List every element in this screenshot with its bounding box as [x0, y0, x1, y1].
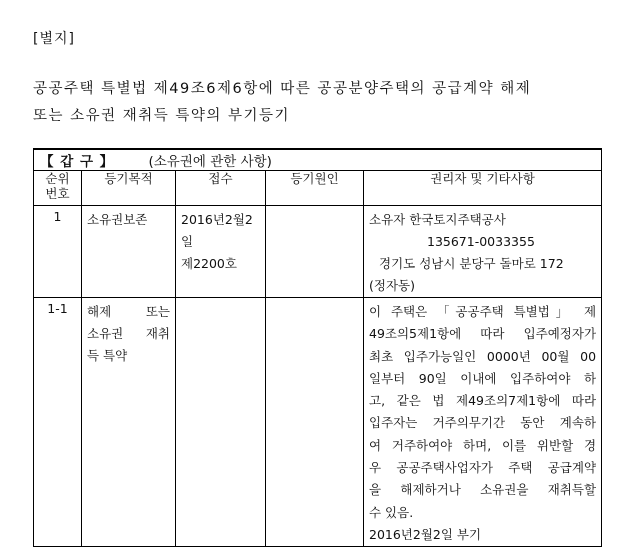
row-cause — [266, 298, 364, 547]
row-purpose: 소유권보존 — [82, 206, 176, 298]
clause-line: 이 주택은 「공공주택 특별법」 제 — [369, 304, 597, 319]
row-cause — [266, 206, 364, 298]
heading-line-2: 또는 소유권 재취득 특약의 부기등기 — [33, 108, 291, 124]
clause-line: 입주자는 거주의무기간 동안 계속하 — [369, 415, 597, 431]
document-heading — [33, 76, 613, 130]
receipt-date: 2016년2월2일 — [181, 212, 253, 249]
header-rank-line-1: 순위 — [45, 171, 70, 186]
clause-line: 수 있음. — [369, 504, 414, 520]
clause-line: 최초 입주가능일인 0000년 00월 00 — [369, 348, 597, 364]
table-row — [34, 206, 602, 298]
row-receipt — [176, 206, 266, 298]
header-receipt: 접수 — [176, 171, 266, 206]
section-title: 【 갑 구 】 — [40, 154, 115, 170]
purpose-line-1: 해제 또는 — [87, 304, 170, 319]
clause-line: 을 해제하거나 소유권을 재취득할 — [369, 482, 597, 498]
row-holder — [364, 206, 602, 298]
clause-line: 우 공공주택사업자가 주택 공급계약 — [369, 460, 597, 476]
header-rank — [34, 171, 82, 206]
clause-line: 일부터 90일 이내에 입주하여야 하 — [369, 370, 597, 386]
receipt-number: 제2200호 — [181, 256, 237, 271]
header-cause: 등기원인 — [266, 171, 364, 206]
holder-address: 경기도 성남시 분당구 돌마로 172 — [379, 256, 564, 271]
clause-line: 49조의5제1항에 따라 입주예정자가 — [369, 326, 597, 342]
holder-owner: 소유자 한국토지주택공사 — [369, 212, 506, 227]
row-holder — [364, 298, 602, 547]
heading-line-1: 공공주택 특별법 제49조6제6항에 따른 공공분양주택의 공급계약 해제 — [33, 81, 532, 97]
section-row — [34, 149, 602, 171]
header-rank-line-2: 번호 — [45, 186, 70, 201]
header-purpose: 등기목적 — [82, 171, 176, 206]
annex-label: [별지] — [33, 31, 75, 47]
purpose-line-3: 득 특약 — [87, 348, 128, 363]
section-header — [34, 149, 602, 171]
row-receipt — [176, 298, 266, 547]
annotation-date: 2016년2월2일 부기 — [369, 526, 482, 542]
row-rank: 1-1 — [34, 298, 82, 547]
row-rank: 1 — [34, 206, 82, 298]
holder-registration-number: 135671-0033355 — [427, 234, 535, 249]
registry-table — [33, 148, 602, 547]
section-note: (소유권에 관한 사항) — [148, 154, 272, 170]
column-header-row — [34, 171, 602, 206]
holder-address-dong: (정자동) — [369, 278, 415, 293]
row-purpose — [82, 298, 176, 547]
clause-line: 고, 같은 법 제49조의7제1항에 따라 — [369, 393, 597, 409]
table-row — [34, 298, 602, 547]
purpose-line-2: 소유권 재취 — [87, 326, 170, 341]
header-holder: 권리자 및 기타사항 — [364, 171, 602, 206]
clause-line: 여 거주하여야 하며, 이를 위반할 경 — [369, 437, 597, 453]
